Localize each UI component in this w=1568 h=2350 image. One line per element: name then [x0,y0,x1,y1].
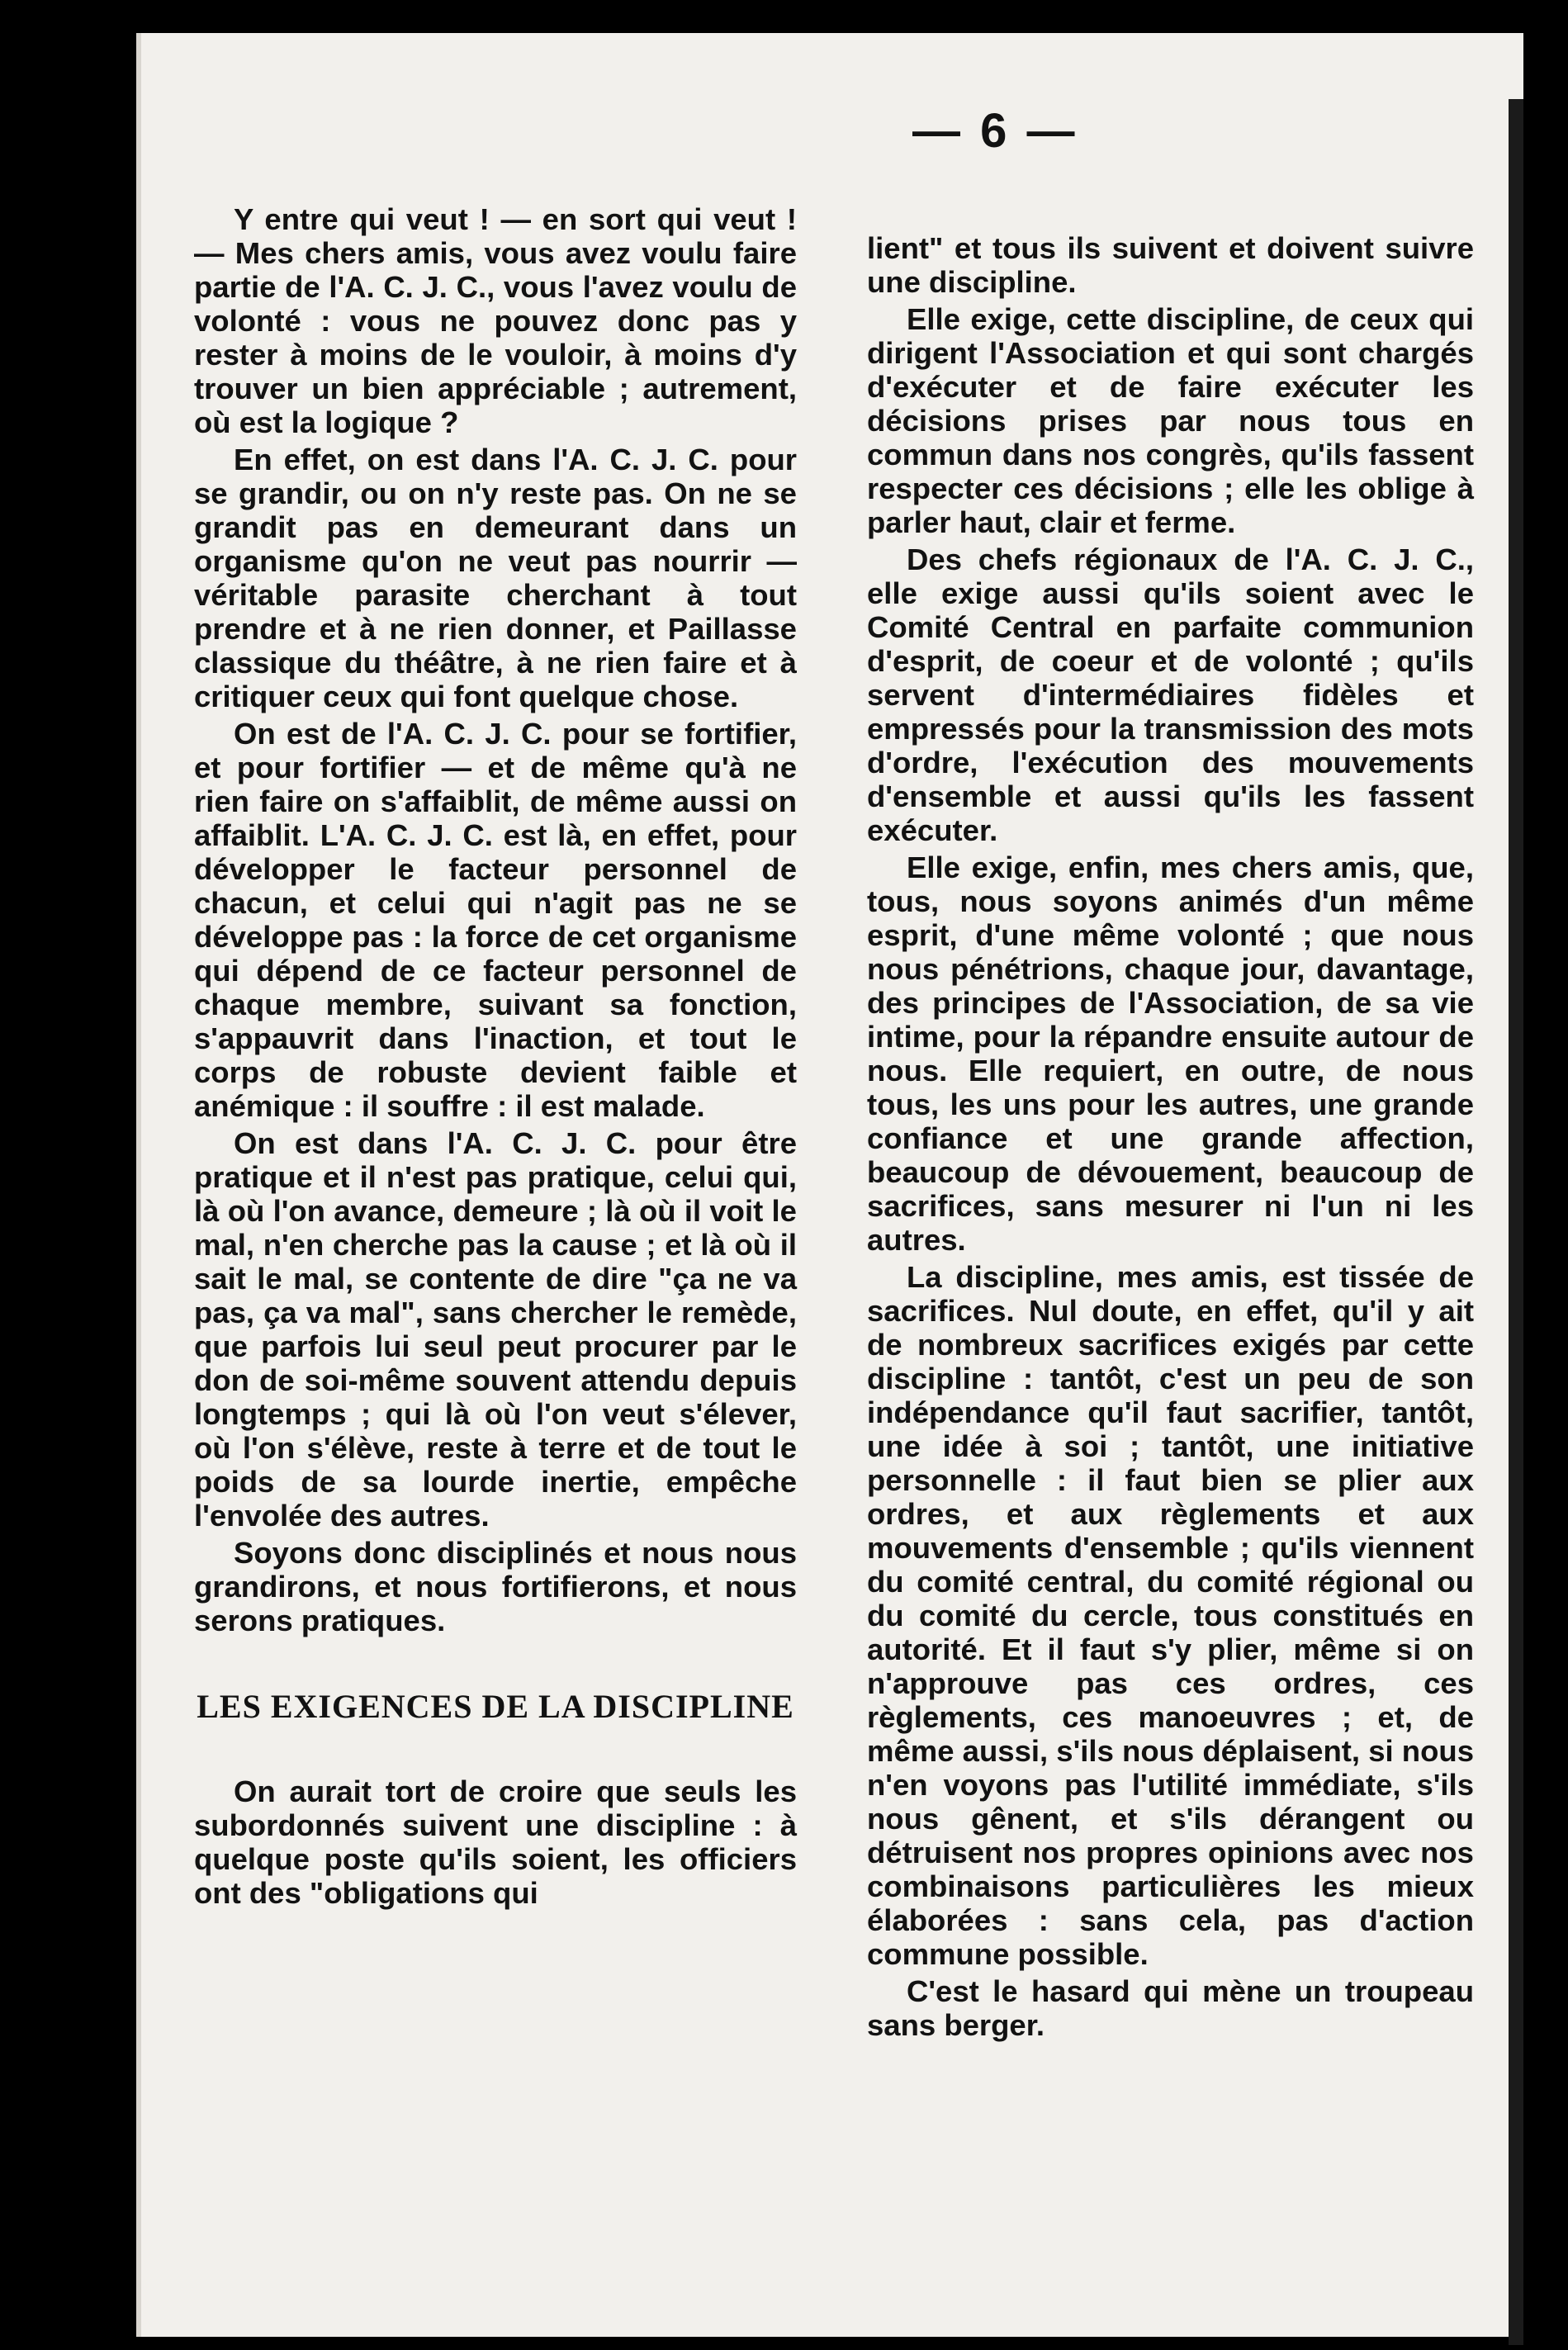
paragraph: Elle exige, enfin, mes chers amis, que, tous, nous soyons animés d'un même esprit, d'une même volonté ; que nous nous pénétrions, chaque jour, davantage, des principes de l'Association, de sa vie intime, pour la répandre ensuite autour de nous. Elle requiert, en outre, de nous tous, les uns pour les autres, une grande confiance et une grande affection, beaucoup de dévouement, beaucoup de sacrifices, sans mesurer ni l'un ni les autres. [867,850,1474,1257]
paragraph: En effet, on est dans l'A. C. J. C. pour se grandir, ou on n'y reste pas. On ne se grandit pas en demeurant dans un organisme qu'on ne veut pas nourrir — véritable parasite cherchant à tout prendre et à ne rien donner, et Paillasse classique du théâtre, à ne rien faire et à critiquer ceux qui font quelque chose. [194,443,797,713]
paragraph: Soyons donc disciplinés et nous nous grandirons, et nous fortifierons, et nous serons pratiques. [194,1536,797,1637]
paragraph: La discipline, mes amis, est tissée de sacrifices. Nul doute, en effet, qu'il y ait de nombreux sacrifices exigés par cette discipline : tantôt, c'est un peu de son indépendance qu'il faut sacrifier, tantôt, une idée à soi ; tantôt, une initiative personnelle : il faut bien se plier aux ordres, et aux règlements et aux mouvements d'ensemble ; qu'ils viennent du comité central, du comité régional ou du comité du cercle, tous constitués en autorité. Et il faut s'y plier, même si on n'approuve pas ces ordres, ces règlements, ces manoeuvres ; et, de même aussi, s'ils nous déplaisent, si nous n'en voyons pas l'utilité immédiate, s'ils nous gênent, et s'ils dérangent ou détruisent nos propres opinions avec nos combinaisons particulières les mieux élaborées : sans cela, pas d'action commune possible. [867,1260,1474,1971]
paragraph: On est dans l'A. C. J. C. pour être pratique et il n'est pas pratique, celui qui, là où l'on avance, demeure ; là où il voit le mal, n'en cherche pas la cause ; et là où il sait le mal, se contente de dire "ça ne va pas, ça va mal", sans chercher le remède, que parfois lui seul peut procurer par le don de soi-même souvent attendu depuis longtemps ; qui là où l'on veut s'élever, où l'on s'élève, reste à terre et de tout le poids de sa lourde inertie, empêche l'envolée des autres. [194,1126,797,1533]
scanned-page [136,33,1523,2337]
paragraph: On aurait tort de croire que seuls les subordonnés suivent une discipline : à quelque poste qu'ils soient, les officiers ont des "obligations qui [194,1774,797,1910]
page-number: — 6 — [912,104,1078,158]
paragraph: On est de l'A. C. J. C. pour se fortifier, et pour fortifier — et de même qu'à ne rien faire on s'affaiblit, de même aussi on affaiblit. L'A. C. J. C. est là, en effet, pour développer le facteur personnel de chacun, et celui qui n'agit pas ne se développe pas : la force de cet organisme qui dépend de ce facteur personnel de chaque membre, suivant sa fonction, s'appauvrit dans l'inaction, et tout le corps de robuste devient faible et anémique : il souffre : il est malade. [194,717,797,1123]
section-heading: LES EXIGENCES DE LA DISCIPLINE [197,1688,794,1725]
paragraph: Elle exige, cette discipline, de ceux qui dirigent l'Association et qui sont chargés d'exécuter et de faire exécuter les décisions prises par nous tous en commun dans nos congrès, qu'ils fassent respecter ces décisions ; elle les oblige à parler haut, clair et ferme. [867,302,1474,539]
paragraph-continuation: lient" et tous ils suivent et doivent suivre une discipline. [867,231,1474,299]
right-column [867,231,1474,2045]
page-left-edge [136,33,141,2337]
paragraph: C'est le hasard qui mène un troupeau sans berger. [867,1974,1474,2042]
paragraph: Des chefs régionaux de l'A. C. J. C., elle exige aussi qu'ils soient avec le Comité Central en parfaite communion d'esprit, de coeur et de volonté ; qu'ils servent d'intermédiaires fidèles et empressés pour la transmission des mots d'ordre, l'exécution des mouvements d'ensemble et aussi qu'ils les fassent exécuter. [867,542,1474,847]
page-right-edge [1509,99,1523,2345]
left-column [194,202,797,1913]
paragraph: Y entre qui veut ! — en sort qui veut ! — Mes chers amis, vous avez voulu faire partie de l'A. C. J. C., vous l'avez voulu de volonté : vous ne pouvez donc pas y rester à moins de le vouloir, à moins d'y trouver un bien appréciable ; autrement, où est la logique ? [194,202,797,439]
